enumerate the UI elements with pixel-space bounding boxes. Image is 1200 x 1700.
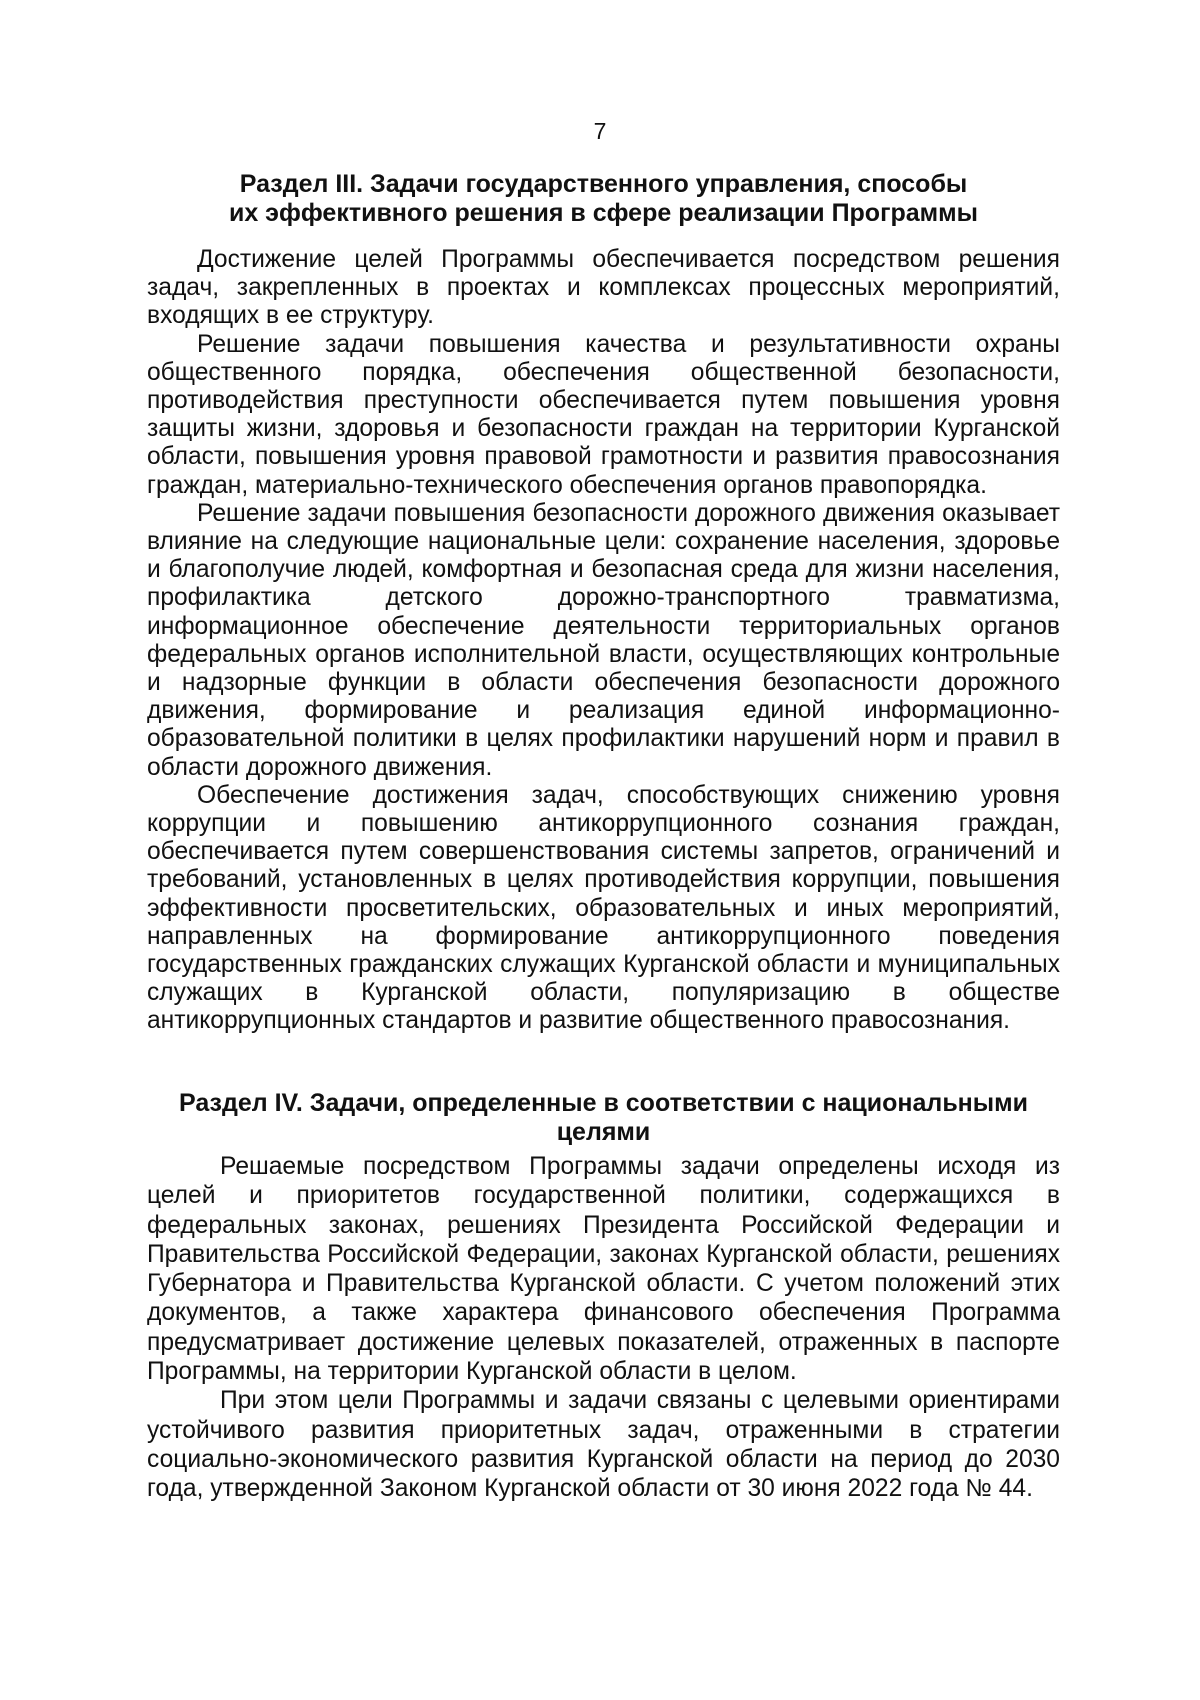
section-3-paragraph-3: Решение задачи повышения безопасности дорожного движения оказывает влияние на следующие национальные цели: сохранение населения, здоровье и благополучие людей, комфортная и безопасная среда для жизни населения, профилактика детского дорожно-транспортного травматизма, информационное обеспечение деятельности территориальных органов федеральных органов исполнительной власти, осуществляющих контрольные и надзорные функции в области обеспечения безопасности дорожного движения, формирование и реализация единой информационно-образовательной политики в целях профилактики нарушений норм и правил в области дорожного движения. [147,499,1060,781]
section-3-paragraph-4: Обеспечение достижения задач, способствующих снижению уровня коррупции и повышению антикоррупционного сознания граждан, обеспечивается путем совершенствования системы запретов, ограничений и требований, установленных в целях противодействия коррупции, повышения эффективности просветительских, образовательных и иных мероприятий, направленных на формирование антикоррупционного поведения государственных гражданских служащих Курганской области и муниципальных служащих в Курганской области, популяризацию в обществе антикоррупционных стандартов и развитие общественного правосознания. [147,781,1060,1035]
section-4-heading-block [147,1089,1060,1147]
section-4-body [147,1152,1060,1504]
page-number: 7 [593,118,607,144]
section-4-heading: Раздел IV. Задачи, определенные в соответствии с национальными целями [179,1089,1028,1146]
section-4-paragraph-1: Решаемые посредством Программы задачи определены исходя из целей и приоритетов государственной политики, содержащихся в федеральных законах, решениях Президента Российской Федерации и Правительства Российской Федерации, законах Курганской области, решениях Губернатора и Правительства Курганской области. С учетом положений этих документов, а также характера финансового обеспечения Программа предусматривает достижение целевых показателей, отраженных в паспорте Программы, на территории Курганской области в целом. [147,1153,1060,1386]
section-3-heading-line-2: их эффективного решения в сфере реализации Программы [228,199,979,227]
section-3-body [147,246,1060,1036]
section-3-heading-block [147,170,1060,228]
section-3-paragraph-1: Достижение целей Программы обеспечивается посредством решения задач, закрепленных в проектах и комплексах процессных мероприятий, входящих в ее структуру. [147,246,1060,330]
section-4-paragraph-2: При этом цели Программы и задачи связаны с целевыми ориентирами устойчивого развития приоритетных задач, отраженными в стратегии социально-экономического развития Курганской области на период до 2030 года, утвержденной Законом Курганской области от 30 июня 2022 года № 44. [147,1387,1060,1503]
section-3-heading-line-1: Раздел III. Задачи государственного управления, способы [239,170,968,198]
section-3-paragraph-2: Решение задачи повышения качества и результативности охраны общественного порядка, обеспечения общественной безопасности, противодействия преступности обеспечивается путем повышения уровня защиты жизни, здоровья и безопасности граждан на территории Курганской области, повышения уровня правовой грамотности и развития правосознания граждан, материально-технического обеспечения органов правопорядка. [147,330,1060,499]
section-3-heading [147,170,1060,228]
